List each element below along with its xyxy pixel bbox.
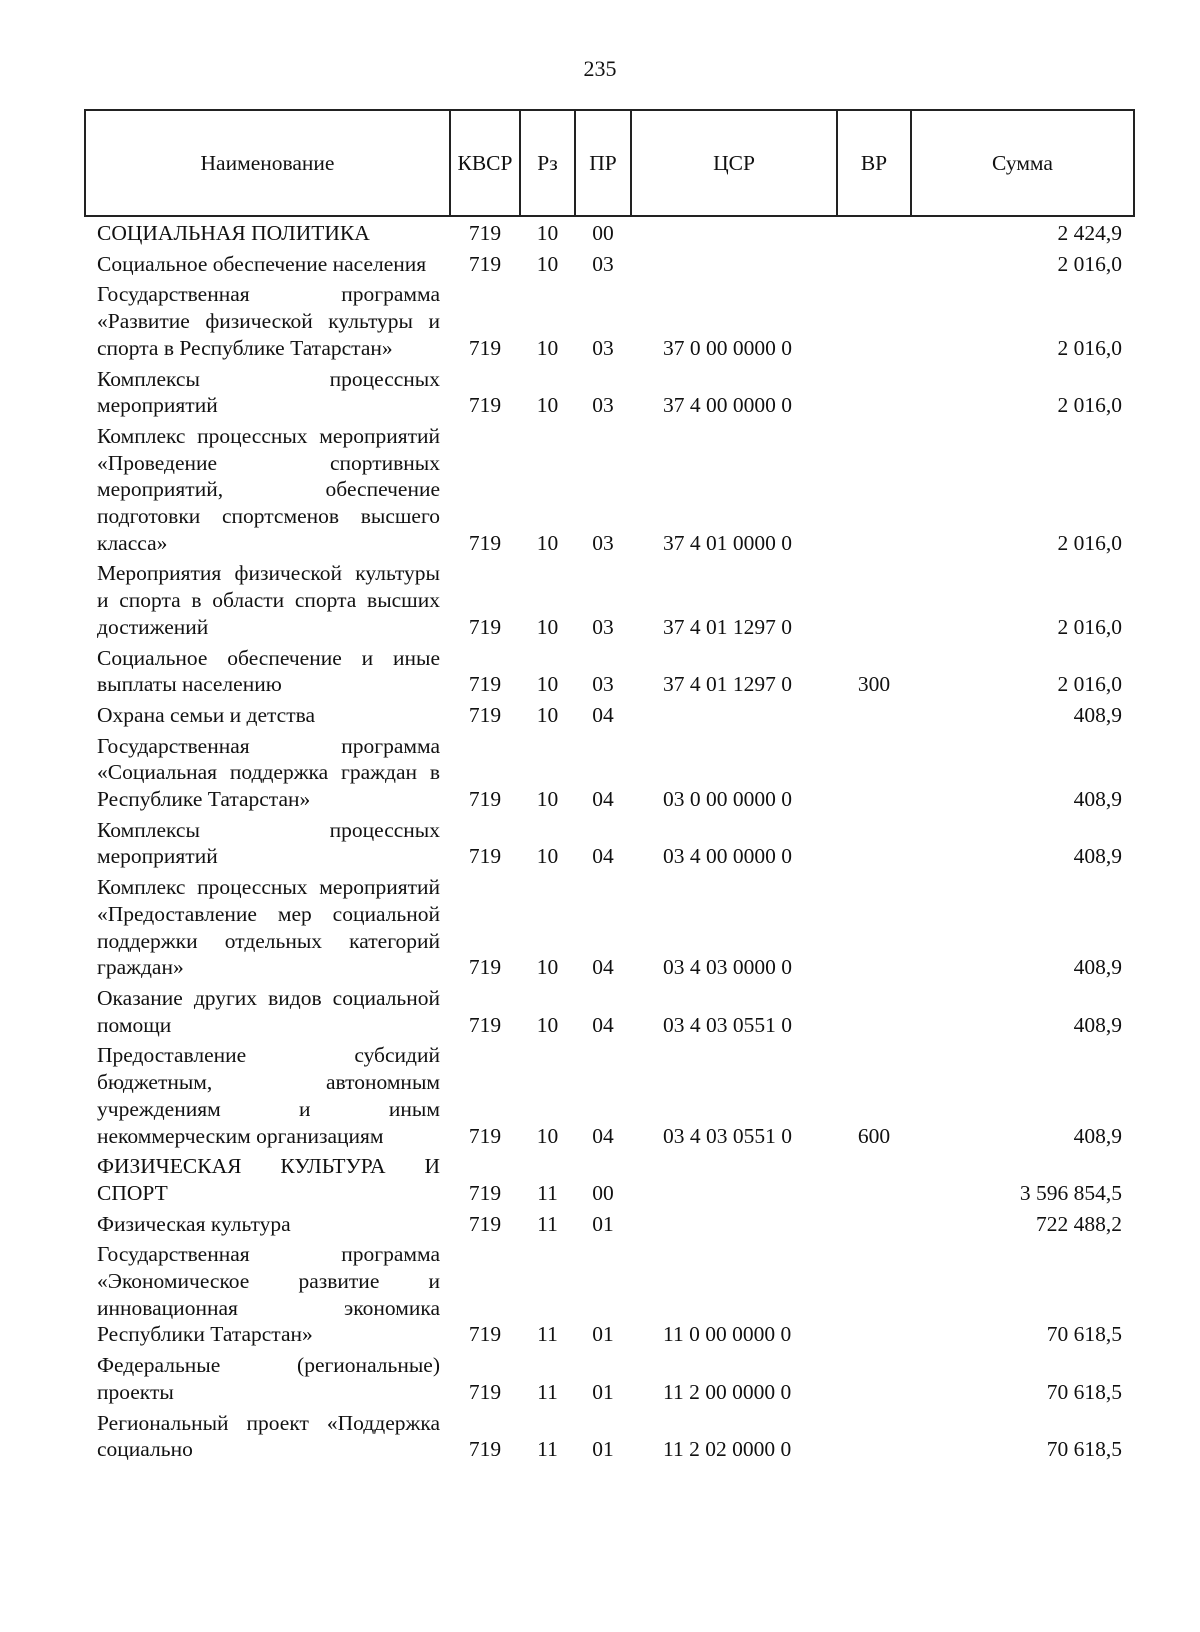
row-sum: 70 618,5	[1046, 1437, 1122, 1462]
row-name: СОЦИАЛЬНАЯ ПОЛИТИКА	[97, 221, 370, 245]
table-row	[85, 730, 1134, 814]
row-vr	[837, 871, 911, 982]
row-sum: 3 596 854,5	[1019, 1180, 1122, 1205]
row-name: Комплекс процессных мероприятий «Проведение спортивных мероприятий, обеспечение подготовки спортсменов высшего класса»	[97, 423, 440, 555]
row-sum: 70 618,5	[1046, 1379, 1122, 1404]
row-name: Социальное обеспечение населения	[97, 251, 427, 276]
row-kvsr: 719	[468, 1379, 502, 1404]
table-row	[85, 699, 1134, 730]
row-pr: 03	[592, 335, 614, 360]
row-kvsr: 719	[468, 1211, 502, 1236]
row-csr	[631, 1150, 837, 1207]
row-pr: 03	[592, 393, 614, 418]
row-pr: 01	[592, 1379, 614, 1404]
row-kvsr: 719	[468, 844, 502, 869]
row-pr: 01	[592, 1211, 614, 1236]
row-vr	[837, 420, 911, 558]
row-kvsr: 719	[468, 1437, 502, 1462]
row-pr: 01	[592, 1437, 614, 1462]
row-vr: 600	[857, 1123, 891, 1148]
row-kvsr: 719	[468, 251, 502, 276]
page-number: 235	[583, 56, 617, 81]
row-csr: 11 0 00 0000 0	[663, 1322, 792, 1347]
row-sum: 722 488,2	[1036, 1211, 1122, 1236]
row-kvsr: 719	[468, 530, 502, 555]
row-vr	[837, 1349, 911, 1406]
row-kvsr: 719	[468, 614, 502, 639]
row-vr	[837, 1407, 911, 1464]
table-row	[85, 814, 1134, 871]
table-row	[85, 982, 1134, 1039]
table-row	[85, 216, 1134, 248]
row-kvsr: 719	[468, 335, 502, 360]
row-sum: 70 618,5	[1046, 1322, 1122, 1347]
row-rz: 10	[536, 251, 559, 276]
row-name: Мероприятия физической культуры и спорта в области спорта высших достижений	[97, 561, 440, 639]
row-pr: 04	[592, 702, 614, 727]
row-sum: 408,9	[1073, 1123, 1122, 1148]
row-rz: 11	[537, 1180, 558, 1205]
header-pr: ПР	[575, 110, 631, 216]
row-pr: 04	[592, 955, 614, 980]
row-vr	[837, 982, 911, 1039]
header-sum: Сумма	[911, 110, 1134, 216]
row-rz: 10	[536, 1123, 559, 1148]
table-row	[85, 1349, 1134, 1406]
row-pr: 00	[592, 1180, 614, 1205]
table-row	[85, 1407, 1134, 1464]
row-vr	[837, 278, 911, 362]
table-row	[85, 363, 1134, 420]
header-csr: ЦСР	[631, 110, 837, 216]
row-sum: 2 016,0	[1057, 614, 1122, 639]
row-csr: 37 0 00 0000 0	[663, 335, 792, 360]
table-body	[85, 216, 1134, 1464]
row-pr: 04	[592, 844, 614, 869]
row-name: Охрана семьи и детства	[97, 702, 316, 727]
row-name: ФИЗИЧЕСКАЯ КУЛЬТУРА И СПОРТ	[97, 1154, 440, 1205]
row-rz: 11	[537, 1211, 558, 1236]
row-pr: 03	[592, 530, 614, 555]
header-rz: Рз	[520, 110, 575, 216]
row-csr: 03 0 00 0000 0	[663, 787, 792, 812]
row-vr	[837, 699, 911, 730]
row-pr: 04	[592, 1123, 614, 1148]
row-rz: 10	[536, 335, 559, 360]
row-vr	[837, 1208, 911, 1239]
row-rz: 11	[537, 1437, 558, 1462]
row-rz: 10	[536, 393, 559, 418]
row-kvsr: 719	[468, 221, 502, 245]
row-rz: 10	[536, 1012, 559, 1037]
row-csr: 03 4 03 0000 0	[663, 955, 792, 980]
row-kvsr: 719	[468, 1012, 502, 1037]
row-rz: 11	[537, 1379, 558, 1404]
row-kvsr: 719	[468, 1180, 502, 1205]
row-name: Федеральные (региональные) проекты	[97, 1353, 440, 1404]
budget-table	[84, 109, 1135, 1464]
header-kvsr: КВСР	[450, 110, 520, 216]
row-kvsr: 719	[468, 393, 502, 418]
table-row	[85, 1039, 1134, 1150]
row-csr	[631, 216, 837, 248]
row-name: Комплексы процессных мероприятий	[97, 366, 440, 418]
table-row	[85, 1150, 1134, 1207]
row-vr	[837, 248, 911, 279]
row-sum: 2 016,0	[1057, 393, 1122, 418]
table-row	[85, 642, 1134, 699]
row-csr: 37 4 00 0000 0	[663, 393, 792, 418]
row-pr: 04	[592, 787, 614, 812]
row-rz: 10	[536, 787, 559, 812]
row-name: Комплекс процессных мероприятий «Предоставление мер социальной поддержки отдельных категорий граждан»	[97, 875, 440, 980]
header-name: Наименование	[85, 110, 450, 216]
row-kvsr: 719	[468, 1123, 502, 1148]
row-kvsr: 719	[468, 1322, 502, 1347]
row-kvsr: 719	[468, 787, 502, 812]
row-rz: 11	[537, 1322, 558, 1347]
row-sum: 408,9	[1073, 702, 1122, 727]
row-name: Социальное обеспечение и иные выплаты населению	[97, 645, 440, 697]
row-name: Государственная программа «Социальная поддержка граждан в Республике Татарстан»	[97, 733, 440, 812]
row-vr	[837, 1150, 911, 1207]
row-sum: 408,9	[1073, 844, 1122, 869]
row-vr	[837, 814, 911, 871]
row-vr	[837, 216, 911, 248]
row-csr	[631, 248, 837, 279]
row-pr: 03	[592, 614, 614, 639]
row-sum: 2 424,9	[1057, 221, 1122, 245]
row-vr: 300	[857, 672, 891, 697]
row-kvsr: 719	[468, 702, 502, 727]
row-vr	[837, 1238, 911, 1349]
row-rz: 10	[536, 672, 559, 697]
table-row	[85, 557, 1134, 641]
table-row	[85, 420, 1134, 558]
row-name: Физическая культура	[97, 1211, 291, 1236]
table-header-row	[85, 110, 1134, 216]
row-pr: 00	[592, 221, 614, 245]
table-row	[85, 1238, 1134, 1349]
row-rz: 10	[536, 221, 559, 245]
row-sum: 408,9	[1073, 1012, 1122, 1037]
row-name: Предоставление субсидий бюджетным, автономным учреждениям и иным некоммерческим организациям	[97, 1043, 440, 1148]
row-rz: 10	[536, 702, 559, 727]
row-kvsr: 719	[468, 672, 502, 697]
row-csr: 11 2 00 0000 0	[663, 1379, 792, 1404]
row-name: Государственная программа «Экономическое развитие и инновационная экономика Республики Татарстан»	[97, 1242, 440, 1347]
row-vr	[837, 730, 911, 814]
row-csr: 11 2 02 0000 0	[663, 1437, 792, 1462]
row-csr: 37 4 01 1297 0	[663, 614, 792, 639]
row-vr	[837, 557, 911, 641]
row-sum: 408,9	[1073, 787, 1122, 812]
row-pr: 01	[592, 1322, 614, 1347]
row-csr	[631, 1208, 837, 1239]
row-pr: 03	[592, 251, 614, 276]
row-pr: 03	[592, 672, 614, 697]
table-row	[85, 278, 1134, 362]
row-sum: 2 016,0	[1057, 251, 1122, 276]
row-sum: 2 016,0	[1057, 530, 1122, 555]
header-vr: ВР	[837, 110, 911, 216]
row-rz: 10	[536, 844, 559, 869]
row-csr: 03 4 00 0000 0	[663, 844, 792, 869]
row-pr: 04	[592, 1012, 614, 1037]
row-csr	[631, 699, 837, 730]
row-sum: 2 016,0	[1057, 672, 1122, 697]
table-row	[85, 1208, 1134, 1239]
row-rz: 10	[536, 530, 559, 555]
row-csr: 37 4 01 1297 0	[663, 672, 792, 697]
row-vr	[837, 363, 911, 420]
row-kvsr: 719	[468, 955, 502, 980]
row-rz: 10	[536, 614, 559, 639]
row-sum: 408,9	[1073, 955, 1122, 980]
row-csr: 37 4 01 0000 0	[663, 530, 792, 555]
table-row	[85, 248, 1134, 279]
row-csr: 03 4 03 0551 0	[663, 1123, 792, 1148]
row-name: Комплексы процессных мероприятий	[97, 817, 440, 869]
row-name: Государственная программа «Развитие физической культуры и спорта в Республике Татарстан»	[97, 282, 440, 360]
row-name: Региональный проект «Поддержка социально	[97, 1410, 440, 1462]
table-row	[85, 871, 1134, 982]
row-csr: 03 4 03 0551 0	[663, 1012, 792, 1037]
row-sum: 2 016,0	[1057, 335, 1122, 360]
row-rz: 10	[536, 955, 559, 980]
row-name: Оказание других видов социальной помощи	[97, 985, 440, 1037]
